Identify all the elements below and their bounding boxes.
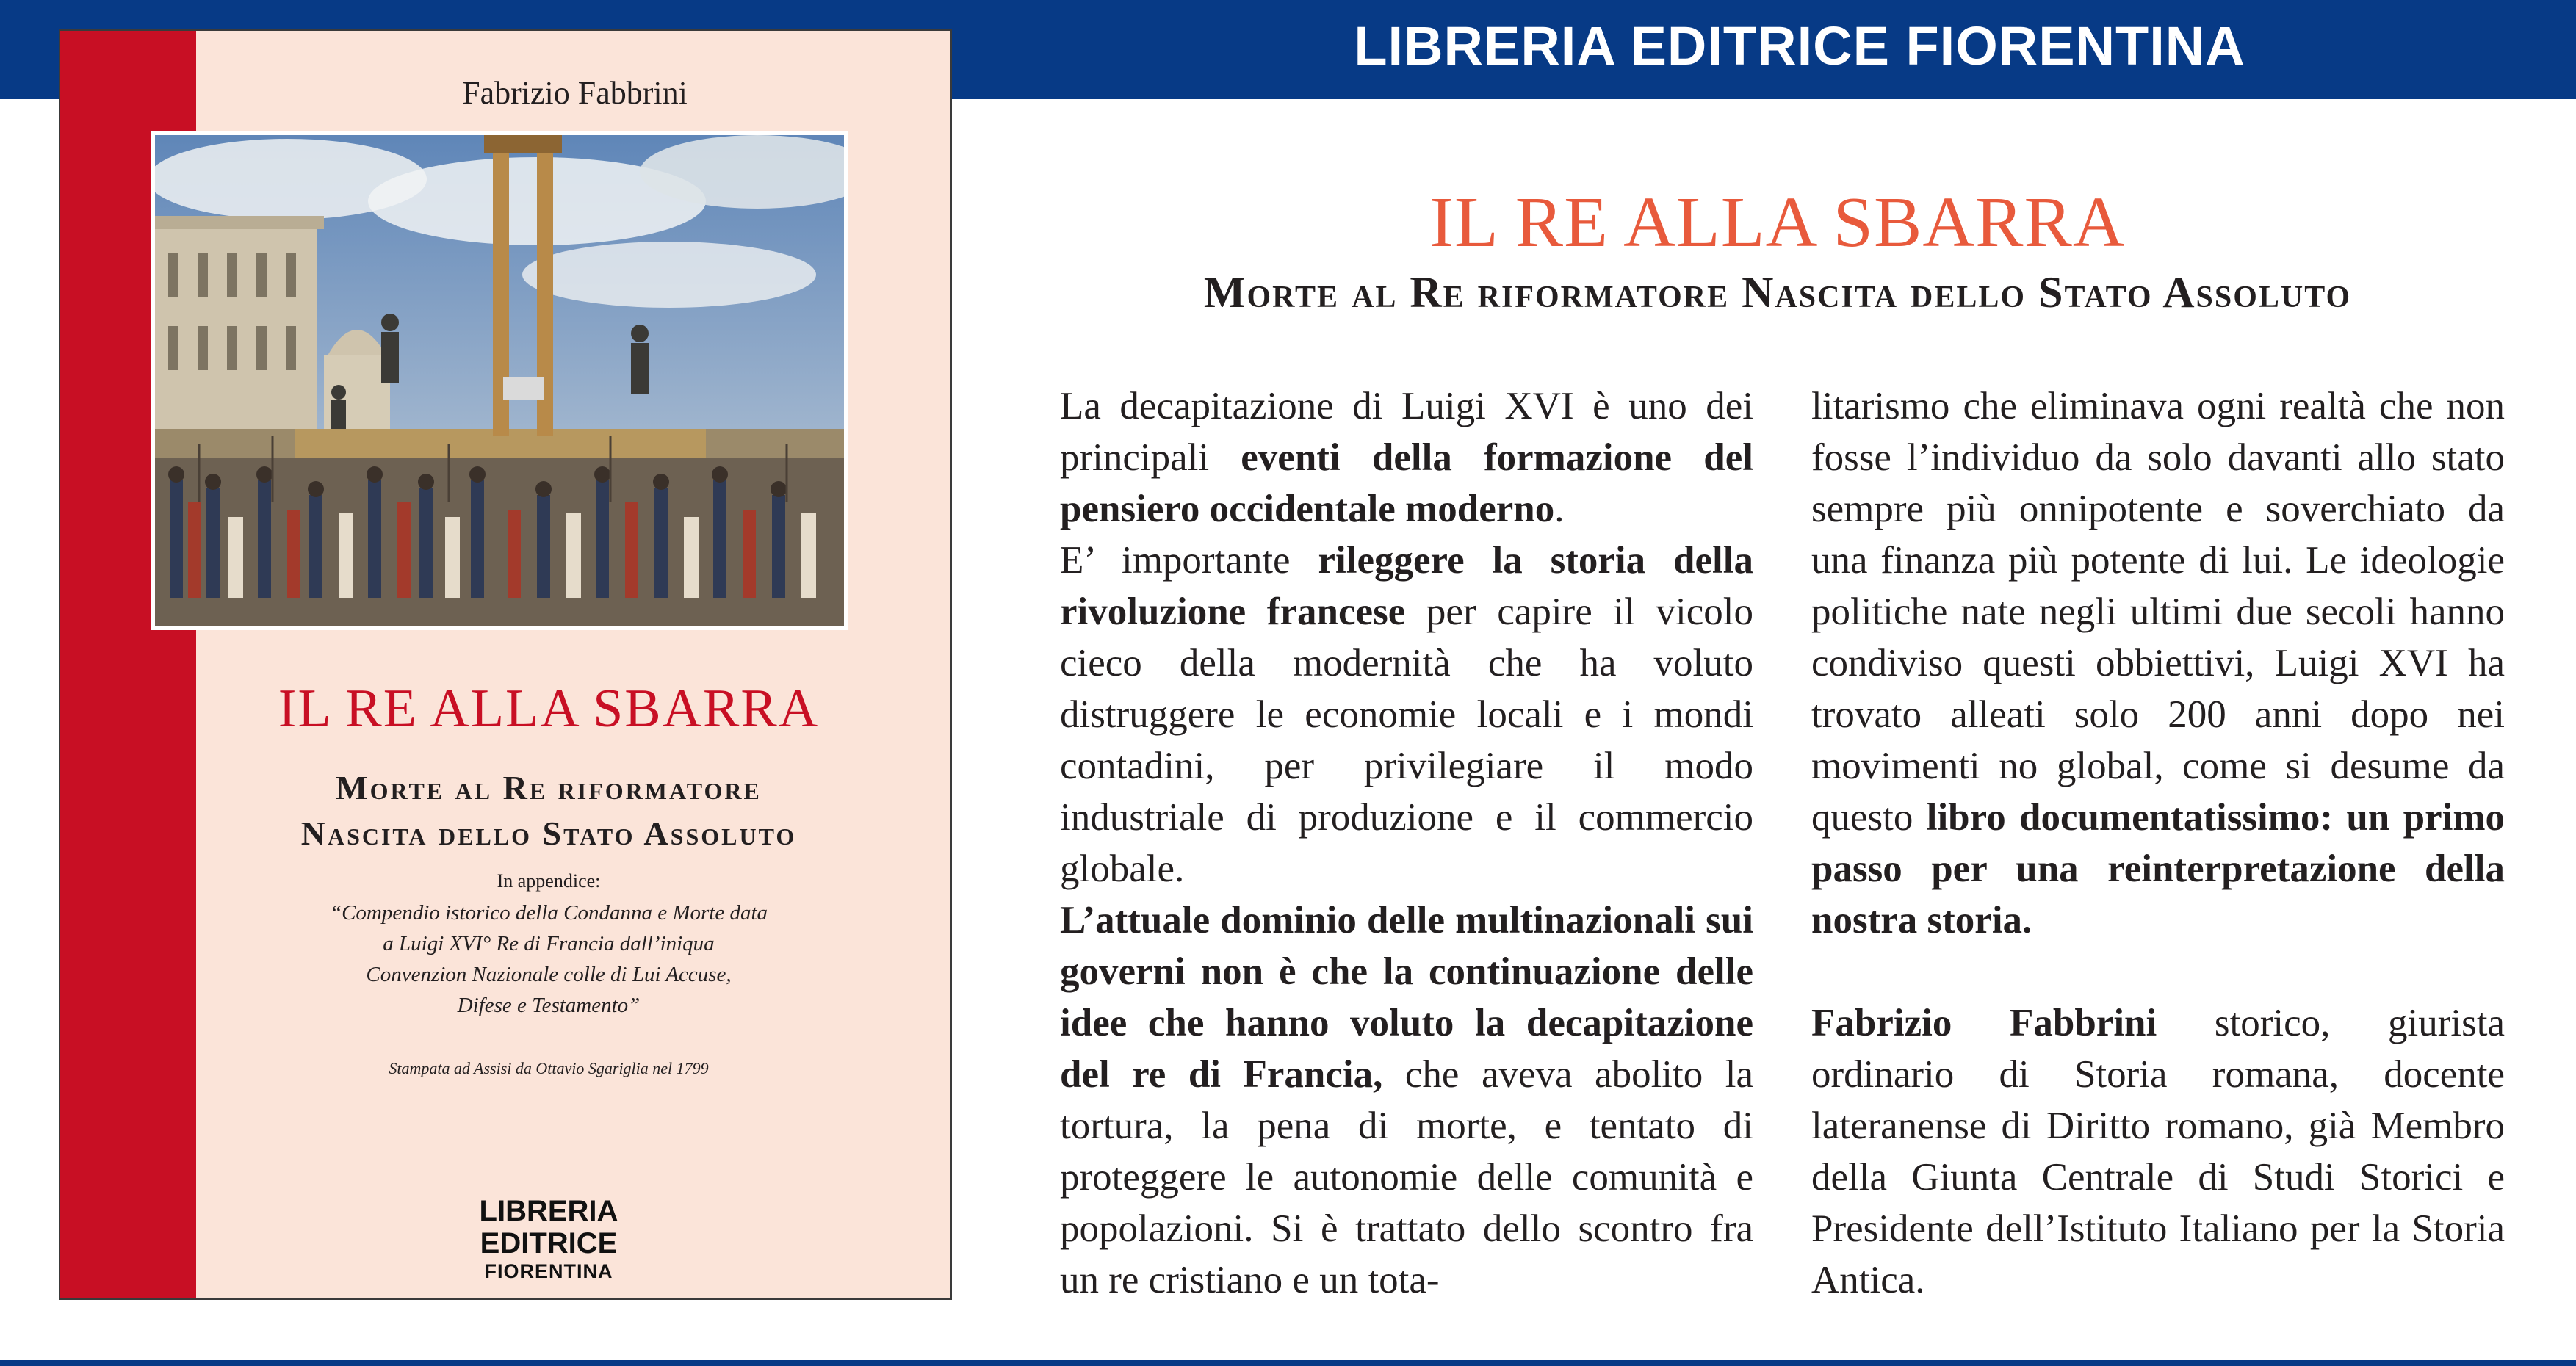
article-right-column <box>1811 380 2505 1306</box>
cover-illustration <box>151 131 848 630</box>
article-subtitle: Morte al Re riformatore Nascita dello Stato Assoluto <box>1203 268 2352 317</box>
book-cover <box>59 29 952 1300</box>
appendix-print-note: Stampata ad Assisi da Ottavio Sgariglia nel 1799 <box>389 1059 709 1077</box>
cover-subtitle-line-2: Nascita dello Stato Assoluto <box>300 814 797 852</box>
author-name: Fabrizio Fabbrini <box>1811 1002 2157 1044</box>
publisher-logo <box>196 1195 901 1283</box>
text-run: E’ importante <box>1060 539 1318 582</box>
bold-text-run: libro documentatissimo: un primo passo per una reinterpretazione della nostra storia. <box>1811 796 2505 942</box>
bold-text-run: rileggere la storia della rivoluzione francese <box>1060 539 1753 633</box>
text-run: che aveva abolito la tortura, la pena di morte, e tentato di proteggere le autonomie delle comunità e popolazioni. Si è trattato dello scontro fra un re cristiano e un tota- <box>1060 1053 1753 1301</box>
appendix-label: In appendice: <box>497 870 601 892</box>
paragraph-gap <box>1811 946 2505 997</box>
author-bio <box>1811 997 2505 1306</box>
paragraph <box>1060 380 1753 535</box>
logo-line-1: LIBRERIA <box>479 1195 618 1227</box>
bold-text-run: eventi della formazione del pensiero occidentale moderno <box>1060 436 1753 530</box>
paragraph <box>1060 895 1753 1306</box>
text-run: per capire il vicolo cieco della modernità che ha voluto distruggere le economie locali e i mondi contadini, per privilegiare il modo industriale di produzione e il commercio globale. <box>1060 590 1754 890</box>
text-run: . <box>1554 488 1565 530</box>
paragraph <box>1811 380 2505 946</box>
article-title: IL RE ALLA SBARRA <box>1429 183 2126 262</box>
appendix-text <box>196 897 901 1021</box>
logo-line-3: FIORENTINA <box>484 1260 613 1282</box>
appendix-line: a Luigi XVI° Re di Francia dall’iniqua <box>383 932 715 955</box>
logo-line-2: EDITRICE <box>480 1227 618 1260</box>
appendix-line: “Compendio istorico della Condanna e Morte data <box>329 901 768 925</box>
text-run: La decapitazione di Luigi XVI è uno dei principali <box>1060 385 1753 479</box>
appendix-line: Difese e Testamento” <box>457 994 641 1017</box>
cover-author: Fabrizio Fabbrini <box>462 75 688 111</box>
bold-text-run: L’attuale dominio delle multinazionali sui governi non è che la continuazione delle idee che hanno voluto la decapitazione del re di Francia, <box>1060 899 1753 1096</box>
publisher-name: LIBRERIA EDITRICE FIORENTINA <box>1354 15 2245 76</box>
bottom-rule <box>0 1360 2576 1366</box>
paragraph <box>1060 535 1753 895</box>
text-run: storico, giurista ordinario di Storia romana, docente lateranense di Diritto romano, già Membro della Giunta Centrale di Studi Storici e Presidente dell’Istituto Italiano per la Storia Antica. <box>1811 1002 2505 1301</box>
cover-title: IL RE ALLA SBARRA <box>278 679 820 739</box>
guillotine-engraving-image <box>155 135 844 626</box>
appendix-line: Convenzion Nazionale colle di Lui Accuse, <box>366 963 732 986</box>
cover-subtitle-line-1: Morte al Re riformatore <box>336 769 762 806</box>
cover-subtitle <box>196 765 901 856</box>
text-run: litarismo che eliminava ogni realtà che non fosse l’individuo da solo davanti allo stato sempre più onnipotente e soverchiato da una finanza più potente di lui. Le ideologie politiche nate negli ultimi due secoli hanno condiviso questi obbiettivi, Luigi XVI ha trovato alleati solo 200 anni dopo nei movimenti no global, come si desume da questo <box>1811 385 2505 839</box>
article-left-column <box>1060 380 1753 1306</box>
